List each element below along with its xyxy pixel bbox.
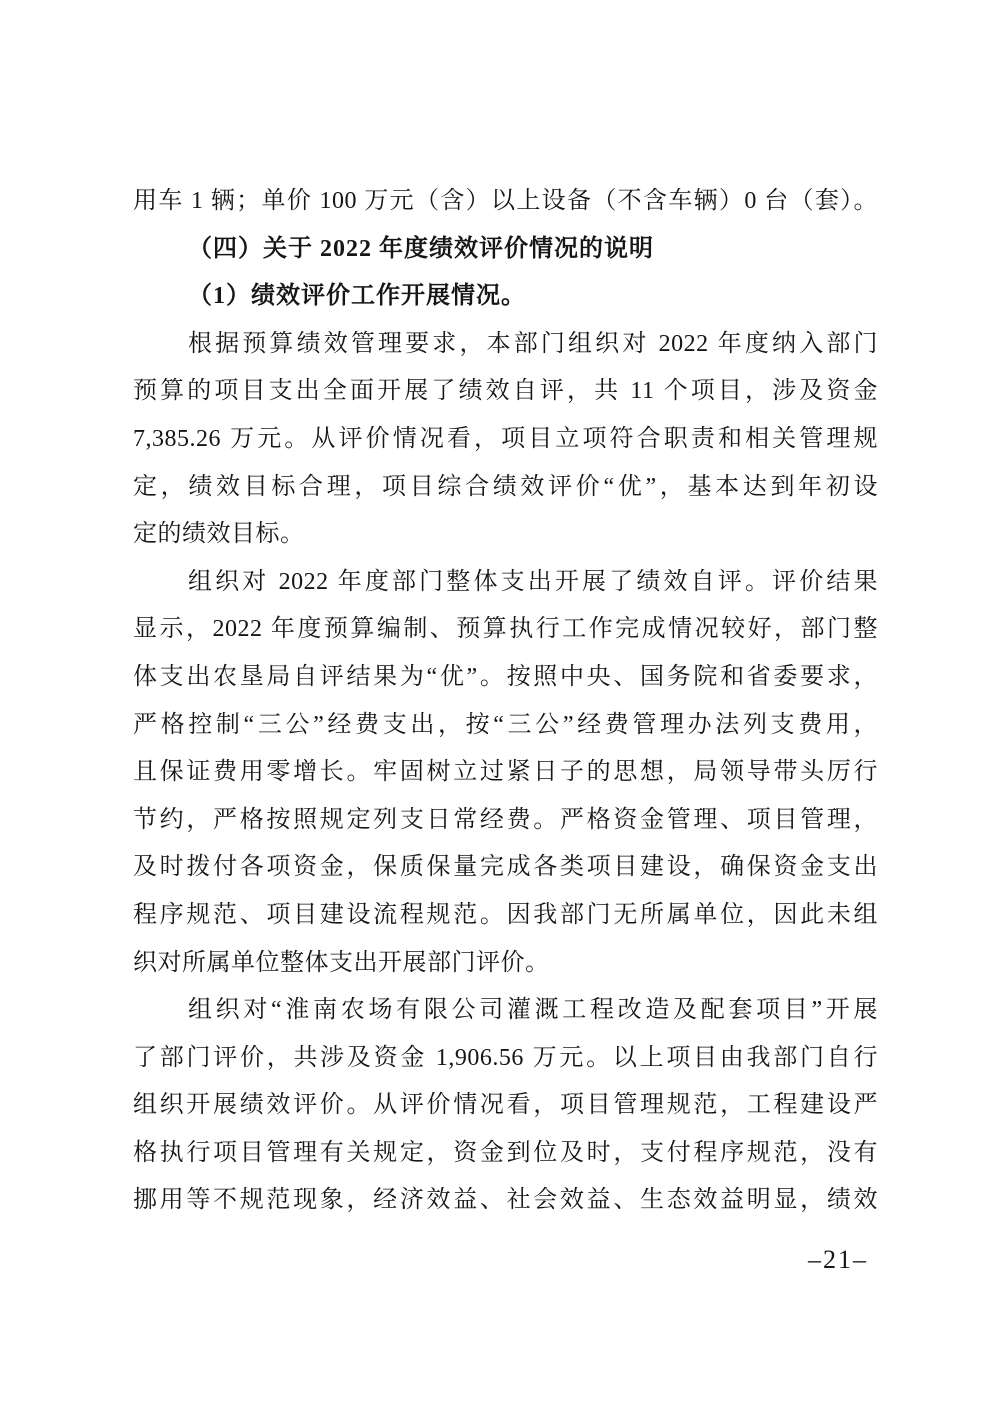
text-line: 格执行项目管理有关规定，资金到位及时，支付程序规范，没有 (133, 1139, 878, 1166)
text-line: 了部门评价，共涉及资金 1,906.56 万元。以上项目由我部门自行 (133, 1044, 878, 1071)
section-heading: （四）关于 2022 年度绩效评价情况的说明 (188, 235, 654, 262)
text-line: 且保证费用零增长。牢固树立过紧日子的思想，局领导带头厉行 (133, 759, 878, 786)
document-body (133, 178, 878, 1225)
text-line: 预算的项目支出全面开展了绩效自评，共 11 个项目，涉及资金 (133, 378, 878, 405)
text-line: 组织对 2022 年度部门整体支出开展了绩效自评。评价结果 (188, 568, 878, 595)
page-number: –21– (808, 1245, 868, 1274)
text-line: 定的绩效目标。 (133, 521, 305, 548)
text-line: 定，绩效目标合理，项目综合绩效评价“优”，基本达到年初设 (133, 473, 878, 500)
subsection-heading: （1）绩效评价工作开展情况。 (188, 283, 526, 310)
text-line: 组织对“淮南农场有限公司灌溉工程改造及配套项目”开展 (188, 997, 878, 1024)
text-line: 节约，严格按照规定列支日常经费。严格资金管理、项目管理， (133, 806, 878, 833)
text-line: 体支出农垦局自评结果为“优”。按照中央、国务院和省委要求， (133, 663, 878, 690)
text-line: 程序规范、项目建设流程规范。因我部门无所属单位，因此未组 (133, 901, 878, 928)
text-line: 及时拨付各项资金，保质保量完成各类项目建设，确保资金支出 (133, 854, 878, 881)
text-line: 组织开展绩效评价。从评价情况看，项目管理规范，工程建设严 (133, 1092, 878, 1119)
text-line: 严格控制“三公”经费支出，按“三公”经费管理办法列支费用， (133, 711, 878, 738)
text-line: 织对所属单位整体支出开展部门评价。 (133, 949, 550, 976)
text-line: 7,385.26 万元。从评价情况看，项目立项符合职责和相关管理规 (133, 425, 878, 452)
text-line: 显示，2022 年度预算编制、预算执行工作完成情况较好，部门整 (133, 616, 878, 643)
text-line: 用车 1 辆；单价 100 万元（含）以上设备（不含车辆）0 台（套）。 (133, 188, 878, 214)
page-footer (808, 1247, 868, 1277)
text-line: 根据预算绩效管理要求，本部门组织对 2022 年度纳入部门 (188, 330, 878, 357)
text-line: 挪用等不规范现象，经济效益、社会效益、生态效益明显，绩效 (133, 1187, 878, 1214)
